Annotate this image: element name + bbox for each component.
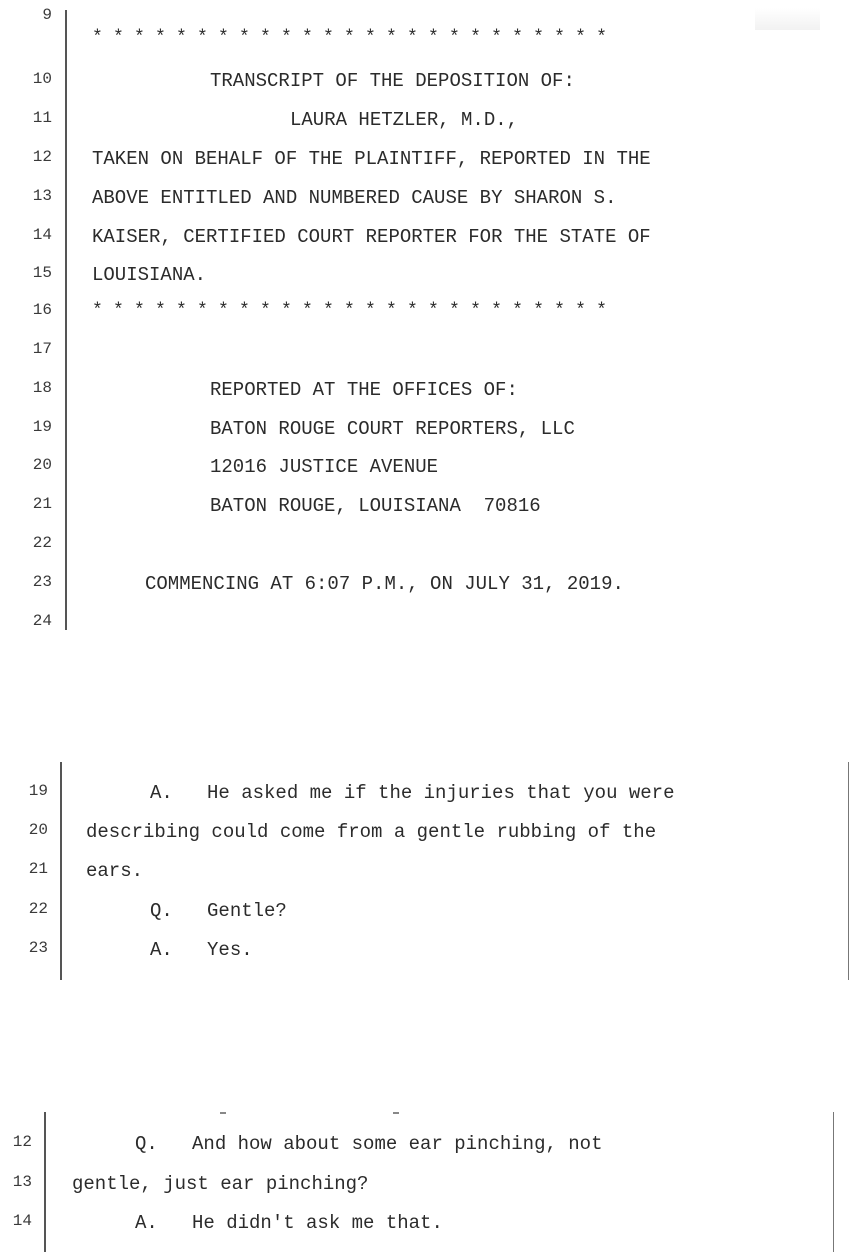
line-number: 15	[32, 264, 52, 282]
line-number: 13	[32, 187, 52, 205]
margin-rule	[44, 1112, 46, 1252]
line-number: 22	[28, 900, 48, 918]
line-text: TAKEN ON BEHALF OF THE PLAINTIFF, REPORTED IN THE	[92, 148, 651, 170]
line-text: A. He asked me if the injuries that you were	[150, 782, 675, 804]
line-number: 21	[32, 495, 52, 513]
right-border	[833, 1112, 834, 1252]
line-text: BATON ROUGE COURT REPORTERS, LLC	[210, 418, 575, 440]
line-text: describing could come from a gentle rubbing of the	[86, 821, 657, 843]
line-number: 14	[12, 1212, 32, 1230]
line-text: Q. And how about some ear pinching, not	[135, 1133, 603, 1155]
line-text: COMMENCING AT 6:07 P.M., ON JULY 31, 2019.	[145, 573, 624, 595]
line-number: 17	[32, 340, 52, 358]
line-number: 24	[32, 612, 52, 630]
line-number: 11	[32, 109, 52, 127]
margin-rule	[65, 10, 67, 630]
right-border	[848, 762, 849, 980]
line-text: TRANSCRIPT OF THE DEPOSITION OF:	[210, 70, 575, 92]
line-text: gentle, just ear pinching?	[72, 1173, 369, 1195]
line-number: 13	[12, 1173, 32, 1191]
line-text: LOUISIANA.	[92, 264, 207, 286]
line-number: 20	[32, 456, 52, 474]
line-text: 12016 JUSTICE AVENUE	[210, 456, 439, 478]
line-text: A. He didn't ask me that.	[135, 1212, 443, 1234]
line-number: 10	[32, 70, 52, 88]
line-number: 9	[42, 6, 52, 24]
line-number: 19	[28, 782, 48, 800]
line-number: 23	[32, 573, 52, 591]
scan-shadow	[755, 8, 820, 30]
line-number: 12	[12, 1133, 32, 1151]
margin-rule	[60, 762, 62, 980]
line-number: 20	[28, 821, 48, 839]
line-number: 21	[28, 860, 48, 878]
line-text: ears.	[86, 860, 144, 882]
line-text: * * * * * * * * * * * * * * * * * * * * * * * * *	[92, 28, 607, 48]
line-text: * * * * * * * * * * * * * * * * * * * * * * * * *	[92, 301, 607, 321]
scan-mark	[220, 1112, 226, 1114]
line-text: A. Yes.	[150, 939, 253, 961]
line-text: LAURA HETZLER, M.D.,	[290, 109, 519, 131]
line-text: ABOVE ENTITLED AND NUMBERED CAUSE BY SHARON S.	[92, 187, 617, 209]
line-number: 18	[32, 379, 52, 397]
line-number: 19	[32, 418, 52, 436]
line-text: Q. Gentle?	[150, 900, 287, 922]
line-text: KAISER, CERTIFIED COURT REPORTER FOR THE STATE OF	[92, 226, 651, 248]
line-text: BATON ROUGE, LOUISIANA 70816	[210, 495, 541, 517]
line-number: 22	[32, 534, 52, 552]
line-number: 14	[32, 226, 52, 244]
scan-mark	[393, 1112, 399, 1114]
line-number: 12	[32, 148, 52, 166]
line-number: 16	[32, 301, 52, 319]
line-text: REPORTED AT THE OFFICES OF:	[210, 379, 518, 401]
line-number: 23	[28, 939, 48, 957]
